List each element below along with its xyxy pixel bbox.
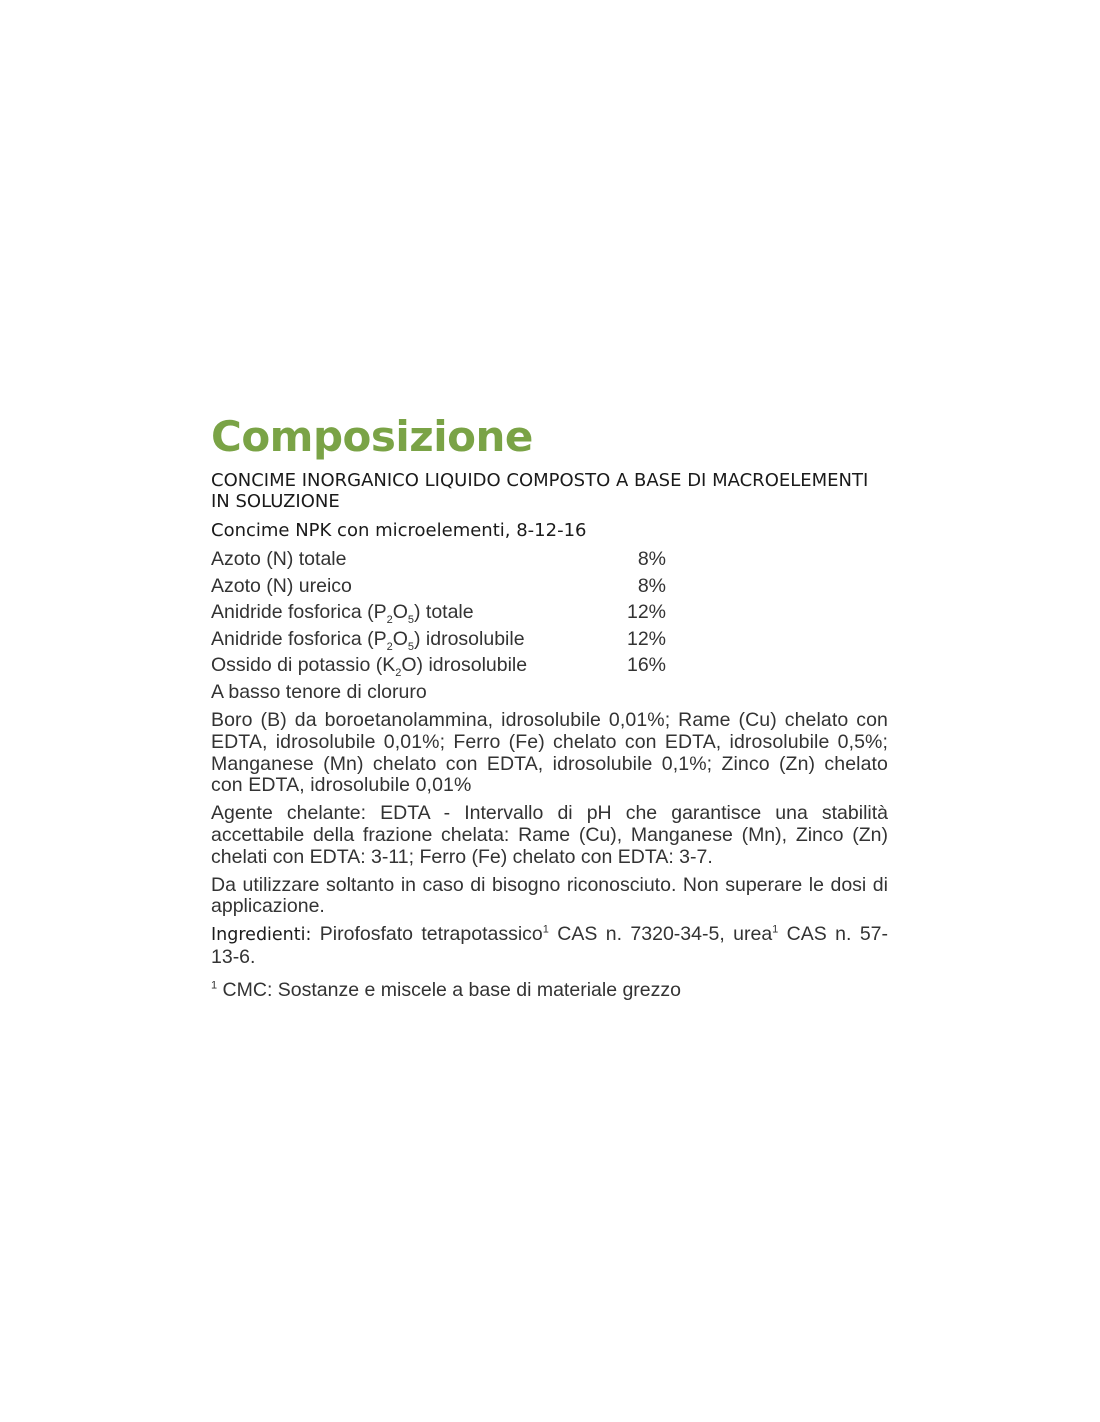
composition-table [211,546,666,679]
composition-row [211,626,666,653]
composition-row [211,573,666,600]
microelements-paragraph: Boro (B) da boroetanolammina, idrosolubile 0,01%; Rame (Cu) chelato con EDTA, idrosolubile 0,01%; Ferro (Fe) chelato con EDTA, idrosolubile 0,5%; Manganese (Mn) chelato con EDTA, idrosolubile 0,1%; Zinco (Zn) chelato con EDTA, idrosolubile 0,01% [211,709,888,797]
npk-heading: Concime NPK con microelementi, 8-12-16 [211,520,587,541]
composition-row [211,652,666,679]
chelating-agent-paragraph: Agente chelante: EDTA - Intervallo di pH che garantisce una stabilità accettabile della frazione chelata: Rame (Cu), Manganese (Mn), Zinco (Zn) chelati con EDTA: 3-11; Ferro (Fe) chelato con EDTA: 3-7. [211,802,888,868]
composition-value: 12% [626,627,666,650]
composition-value: 12% [626,601,666,623]
composition-row [211,546,666,573]
low-chloride-note: A basso tenore di cloruro [211,680,427,703]
composition-row [211,599,666,626]
composition-label: Anidride fosforica $(P_2O_5)$ totale [211,601,474,626]
composition-label: Azoto (N) ureico [211,574,352,597]
ingredients-paragraph: Ingredienti: Pirofosfato tetrapotassico$^1$ CAS n. 7320-34-5, urea$^1$ CAS n. 57-13-6. [211,923,888,968]
ingredients-label: Ingredienti: [211,925,312,946]
composition-label: Azoto (N) totale [211,548,347,570]
product-type-heading: CONCIME INORGANICO LIQUIDO COMPOSTO A BASE DI MACROELEMENTI IN SOLUZIONE [211,470,869,512]
composition-value: 8% [637,548,666,570]
composition-section [211,412,888,1001]
composition-value: 8% [637,574,666,597]
composition-label: Ossido di potassio $(K_2O)$ idrosolubile [211,654,528,679]
composition-label: Anidride fosforica $(P_2O_5)$ idrosolubile [211,627,525,653]
page-title: Composizione [211,412,533,461]
usage-note-paragraph: Da utilizzare soltanto in caso di bisogno riconosciuto. Non superare le dosi di applicazione. [211,873,888,918]
footnote: $^1$ CMC: Sostanze e miscele a base di materiale grezzo [211,978,681,1001]
composition-value: 16% [626,654,666,676]
